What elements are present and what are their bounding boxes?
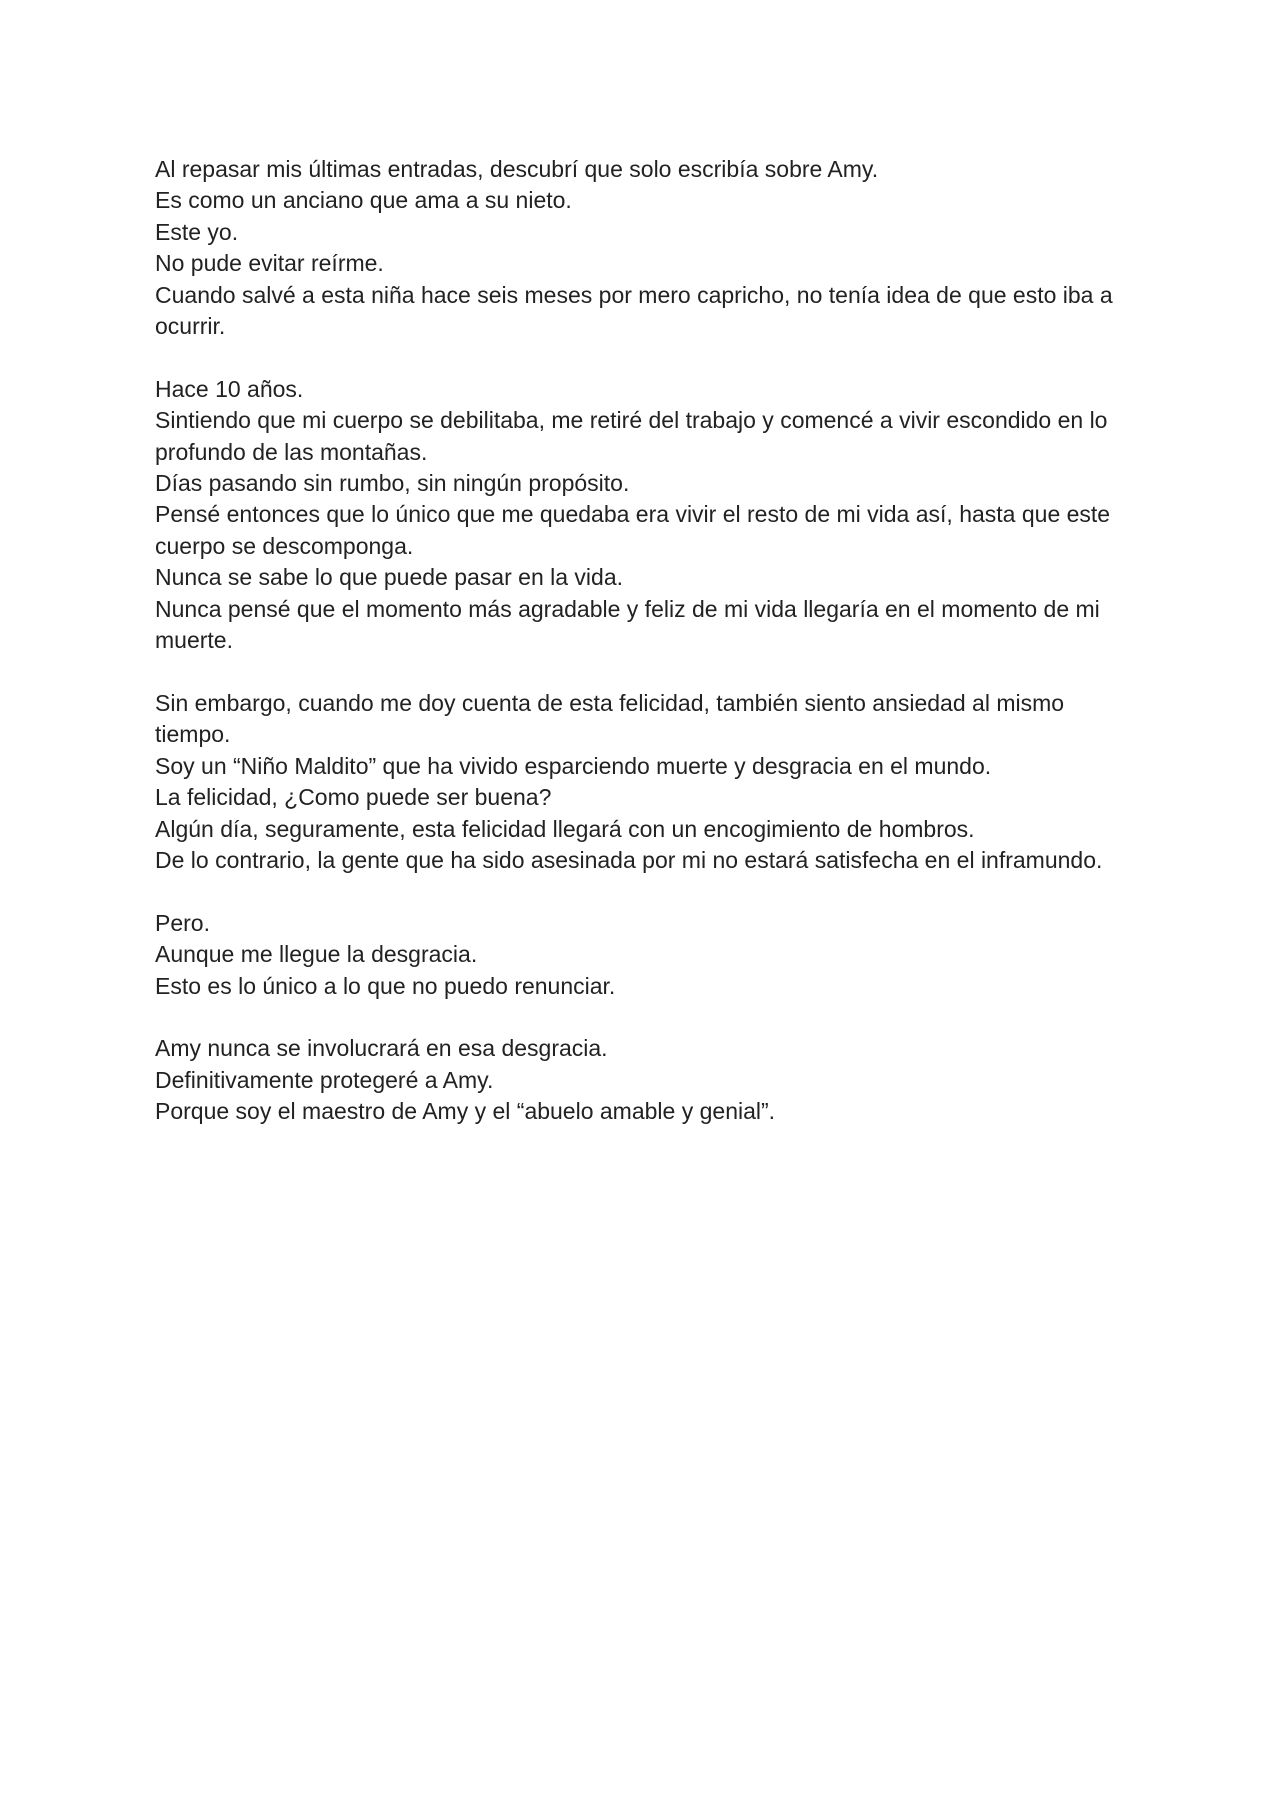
text-line: Nunca se sabe lo que puede pasar en la vida. bbox=[155, 564, 623, 591]
text-line: Hace 10 años. bbox=[155, 375, 304, 402]
text-line: Cuando salvé a esta niña hace seis meses por mero capricho, no tenía idea de que esto iba a ocurrir. bbox=[155, 281, 1113, 340]
text-line: Aunque me llegue la desgracia. bbox=[155, 941, 478, 968]
paragraph bbox=[155, 908, 1135, 1002]
text-line: Nunca pensé que el momento más agradable y feliz de mi vida llegaría en el momento de mi muerte. bbox=[155, 595, 1100, 654]
text-line: Esto es lo único a lo que no puedo renunciar. bbox=[155, 972, 616, 999]
text-line: Días pasando sin rumbo, sin ningún propósito. bbox=[155, 470, 630, 497]
text-line: Sin embargo, cuando me doy cuenta de esta felicidad, también siento ansiedad al mismo tiempo. bbox=[155, 689, 1065, 748]
text-line: Al repasar mis últimas entradas, descubrí que solo escribía sobre Amy. bbox=[155, 156, 879, 182]
text-line: Este yo. bbox=[155, 218, 239, 245]
text-line: Definitivamente protegeré a Amy. bbox=[155, 1066, 494, 1093]
text-line: Sintiendo que mi cuerpo se debilitaba, me retiré del trabajo y comencé a vivir escondido en lo profundo de las montañas. bbox=[155, 407, 1108, 465]
text-line: De lo contrario, la gente que ha sido asesinada por mi no estará satisfecha en el inframundo. bbox=[155, 846, 1103, 873]
text-line: Pero. bbox=[155, 909, 210, 936]
text-line: Amy nunca se involucrará en esa desgracia. bbox=[155, 1035, 608, 1062]
paragraph bbox=[155, 374, 1135, 657]
text-line: No pude evitar reírme. bbox=[155, 250, 384, 277]
paragraph bbox=[155, 1033, 1135, 1127]
text-line: Es como un anciano que ama a su nieto. bbox=[155, 187, 572, 214]
paragraph bbox=[155, 688, 1135, 876]
document-body bbox=[155, 154, 1135, 1159]
text-line: Algún día, seguramente, esta felicidad llegará con un encogimiento de hombros. bbox=[155, 815, 975, 842]
text-line: Pensé entonces que lo único que me quedaba era vivir el resto de mi vida así, hasta que este cuerpo se descomponga. bbox=[155, 501, 1111, 559]
paragraph bbox=[155, 154, 1135, 342]
text-line: Soy un “Niño Maldito” que ha vivido esparciendo muerte y desgracia en el mundo. bbox=[155, 752, 992, 779]
text-line: Porque soy el maestro de Amy y el “abuelo amable y genial”. bbox=[155, 1098, 776, 1125]
text-line: La felicidad, ¿Como puede ser buena? bbox=[155, 784, 552, 811]
